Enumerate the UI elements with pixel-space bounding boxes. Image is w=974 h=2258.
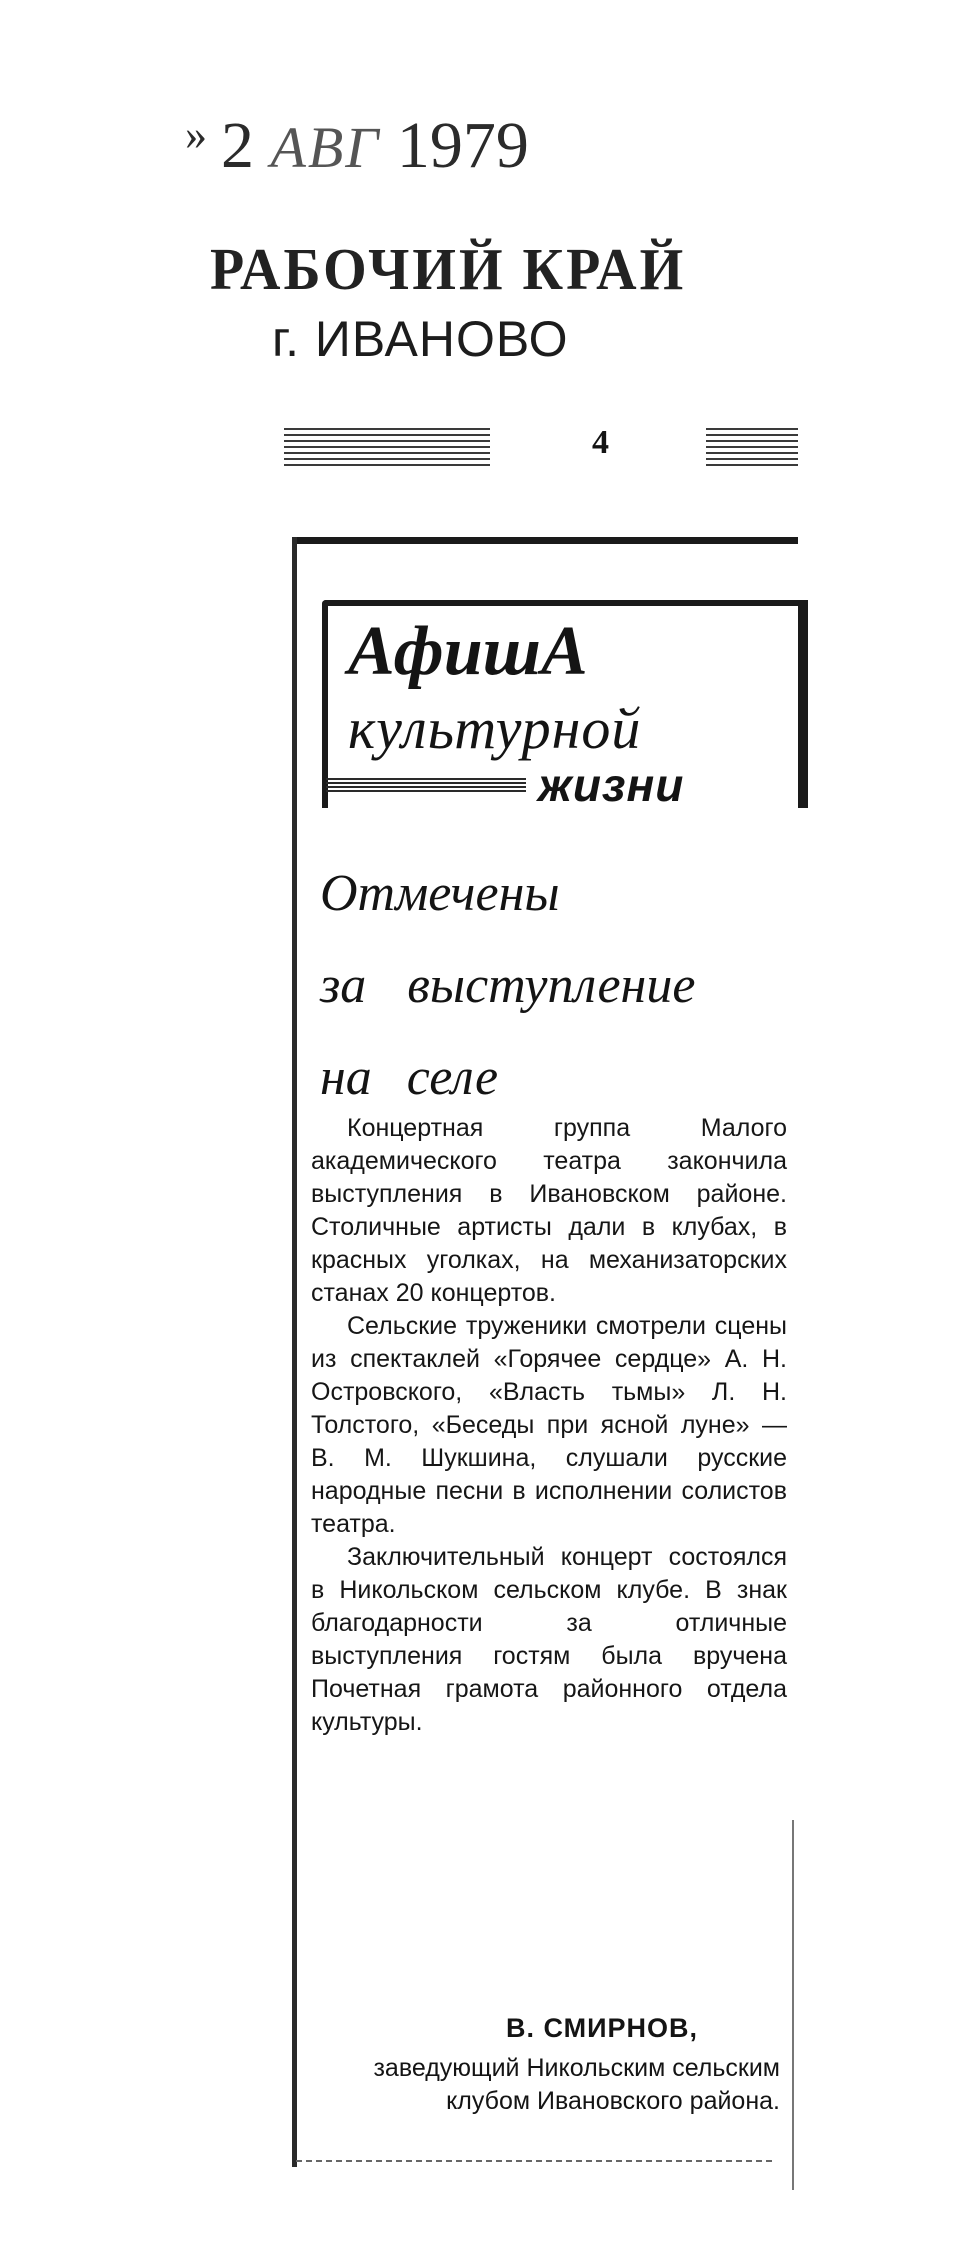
headline-line-1: Отмечены (320, 865, 560, 922)
rubric-tail: жизни (538, 759, 685, 811)
article-frame-top (294, 537, 798, 544)
headline-line-3: на селе (320, 1049, 499, 1106)
author-name: В. СМИРНОВ, (506, 2013, 699, 2043)
stamp-day: 2 (221, 109, 254, 182)
article-body (311, 1112, 787, 1739)
header-rule-right (706, 428, 798, 468)
header-rule-left (284, 428, 490, 468)
author-title: заведующий Никольским сельским клубом Ивановского района. (373, 2054, 780, 2115)
article-paragraph: Сельские труженики смотрели сцены из спектаклей «Горячее сердце» А. Н. Островского, «Власть тьмы» Л. Н. Толстого, «Беседы при ясной луне» — В. М. Шукшина, слушали русские народные песни в исполнении солистов театра. (311, 1312, 787, 1538)
stamp-mark: » (185, 110, 207, 159)
stamp-month: АВГ (270, 115, 381, 180)
article-frame-left (292, 537, 297, 2167)
article-frame-right (792, 1820, 794, 2190)
article-frame-bottom (296, 2160, 776, 2162)
article-paragraph: Концертная группа Малого академического театра закончила выступления в Ивановском районе. Столичные артисты дали в клубах, в красных уголках, на механизаторских станах 20 концертов. (311, 1114, 787, 1307)
article-headline (320, 848, 790, 1124)
article-paragraph: Заключительный концерт состоялся в Никольском сельском клубе. В знак благодарности за отличные выступления гостям была вручена Почетная грамота районного отдела культуры. (311, 1543, 787, 1736)
city-stamp: г. ИВАНОВО (272, 311, 569, 367)
rubric-title: АфишА (348, 613, 588, 690)
headline-line-2: за выступление (320, 957, 696, 1014)
date-stamp (185, 108, 529, 184)
stamp-year: 1979 (396, 109, 529, 182)
newspaper-stamp: РАБОЧИЙ КРАЙ (210, 237, 687, 303)
page-number: 4 (592, 424, 609, 461)
rubric-subtitle: культурной (348, 696, 642, 761)
rubric-bar (326, 778, 526, 794)
